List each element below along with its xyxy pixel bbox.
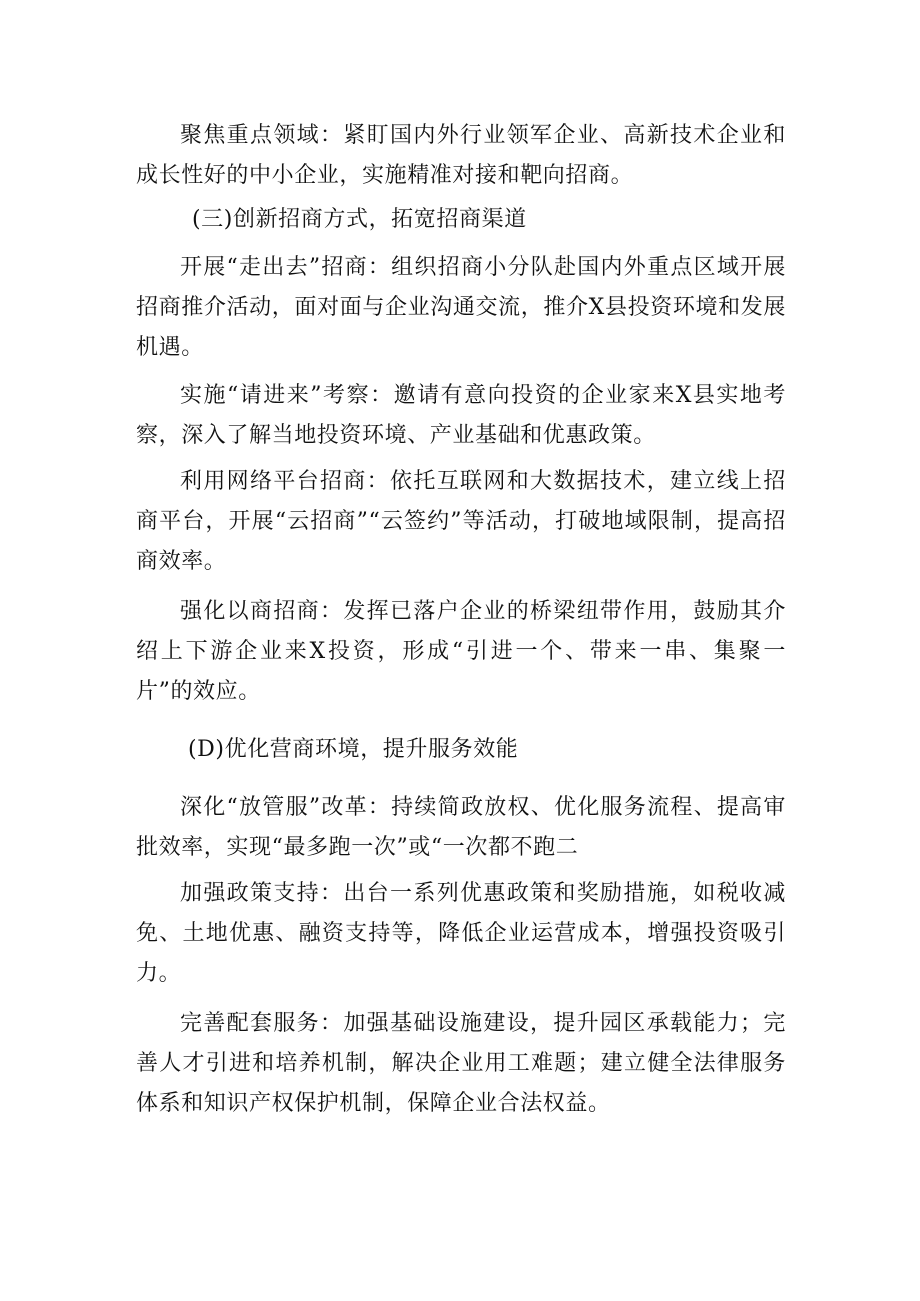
section-heading-4: (D)优化营商环境，提升服务效能 bbox=[188, 737, 519, 762]
paragraph-online-platform: 利用网络平台招商：依托互联网和大数据技术，建立线上招商平台，开展“云招商”“云签约”等活动，打破地域限制，提高招商效率。 bbox=[136, 469, 786, 574]
paragraph-invite-in-inspection: 实施“请进来”考察：邀请有意向投资的企业家来X县实地考察，深入了解当地投资环境、产业基础和优惠政策。 bbox=[136, 383, 786, 448]
paragraph-focus-key-fields: 聚焦重点领域：紧盯国内外行业领军企业、高新技术企业和成长性好的中小企业，实施精准对接和靶向招商。 bbox=[136, 123, 786, 188]
section-heading-3: (三)创新招商方式，拓宽招商渠道 bbox=[192, 207, 527, 232]
paragraph-deepen-reform: 深化“放管服”改革：持续简政放权、优化服务流程、提高审批效率，实现“最多跑一次”或“一次都不跑二 bbox=[136, 795, 786, 860]
paragraph-supporting-services: 完善配套服务：加强基础设施建设，提升园区承载能力；完善人才引进和培养机制，解决企业用工难题；建立健全法律服务体系和知识产权保护机制，保障企业合法权益。 bbox=[136, 1011, 786, 1116]
paragraph-policy-support: 加强政策支持：出台一系列优惠政策和奖励措施，如税收减免、土地优惠、融资支持等，降低企业运营成本，增强投资吸引力。 bbox=[136, 881, 786, 986]
paragraph-go-out-investment: 开展“走出去”招商：组织招商小分队赴国内外重点区域开展招商推介活动，面对面与企业沟通交流，推介X县投资环境和发展机遇。 bbox=[136, 255, 786, 360]
paragraph-business-attract-business: 强化以商招商：发挥已落户企业的桥梁纽带作用，鼓励其介绍上下游企业来X投资，形成“引进一个、带来一串、集聚一片”的效应。 bbox=[136, 599, 786, 704]
